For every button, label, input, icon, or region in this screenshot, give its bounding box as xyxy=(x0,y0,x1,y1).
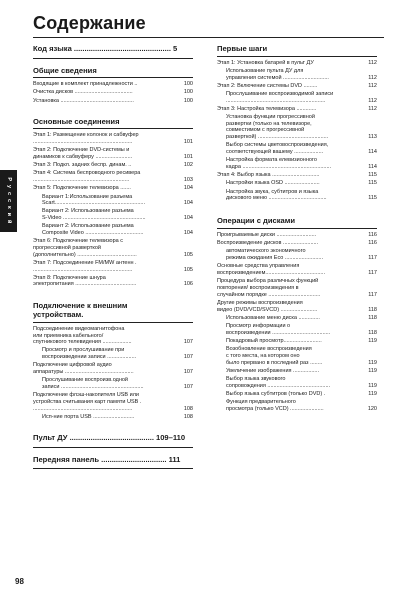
toc-entry-page: 103 xyxy=(183,177,193,184)
toc-entry[interactable] xyxy=(217,338,377,345)
toc-entry-text: Очистка дисков ...................................... xyxy=(33,89,133,96)
toc-entry-text: Этап 3: Настройка телевизора ............. xyxy=(217,105,317,112)
toc-entry-page: 106 xyxy=(183,281,193,288)
toc-entry[interactable] xyxy=(217,114,377,141)
language-side-tab-label: Р у с с к и й xyxy=(5,177,12,225)
toc-entry-text: Вариант 2: Использование разъема Composite Video ...................................... xyxy=(42,223,144,237)
toc-entry-page: 119 xyxy=(368,337,377,344)
toc-entry-page: 112 xyxy=(368,82,377,89)
toc-entry-page: 119 xyxy=(368,382,377,389)
page-number: 98 xyxy=(15,577,24,586)
right-column xyxy=(217,44,377,427)
toc-entry[interactable] xyxy=(217,391,377,398)
toc-entry[interactable] xyxy=(217,300,377,313)
toc-entry-page: 101 xyxy=(183,139,193,146)
toc-entry[interactable] xyxy=(33,98,193,105)
toc-entry-page: 104 xyxy=(183,230,193,237)
toc-entry-page: 104 xyxy=(183,185,193,192)
left-column xyxy=(33,44,193,476)
toc-section-heading: Основные соединения xyxy=(33,117,193,130)
toc-entry[interactable] xyxy=(217,157,377,170)
toc-entry-page: 115 xyxy=(368,195,377,202)
toc-entry-text: Использование пульта ДУ для управления системой .............................. xyxy=(226,67,329,81)
toc-entry-page: 100 xyxy=(183,97,193,104)
toc-entry-text: Этап 6: Подключение телевизора с прогрессивной разверткой (дополнительно) ....................................... xyxy=(33,238,137,258)
toc-entry[interactable] xyxy=(217,60,377,67)
toc-entry[interactable] xyxy=(217,240,377,247)
toc-entry[interactable] xyxy=(217,278,377,298)
toc-entry[interactable] xyxy=(33,414,193,421)
toc-entry-page: 104 xyxy=(183,215,193,222)
toc-entry[interactable] xyxy=(33,162,193,169)
toc-section xyxy=(33,455,193,470)
toc-entry-page: 118 xyxy=(368,314,377,321)
toc-entry-text: Просмотр и прослушивание при воспроизведении записи ................... xyxy=(42,347,137,361)
toc-entry-text: Выбор языка субтитров (только DVD) . xyxy=(226,390,326,397)
toc-entry-page: 105 xyxy=(183,266,193,273)
toc-entry[interactable] xyxy=(33,362,193,375)
toc-entry-page: 119 xyxy=(368,367,377,374)
toc-entry-page: 112 xyxy=(368,59,377,66)
toc-section-heading: Первые шаги xyxy=(217,44,377,57)
toc-entry-text: Покадровый просмотр......................... xyxy=(226,337,322,344)
toc-entry[interactable] xyxy=(33,147,193,160)
toc-entry-page: 115 xyxy=(368,172,377,179)
toc-entry-page: 107 xyxy=(183,383,193,390)
toc-entry-text: автоматического экономичного режима ожидания Eco ......................... xyxy=(226,248,324,262)
toc-entry[interactable] xyxy=(217,68,377,81)
toc-entry-text: Выбор языка звукового сопровождения ......................................... xyxy=(226,375,331,389)
toc-entry-page: 112 xyxy=(368,97,377,104)
toc-entry-page: 120 xyxy=(367,405,377,412)
toc-entry-text: Установка ................................................ xyxy=(33,97,134,104)
toc-entry-page: 114 xyxy=(368,163,377,170)
toc-entry[interactable] xyxy=(33,347,193,360)
toc-entry-text: Вариант 2: Использование разъема S-Video ...................................................... xyxy=(42,208,146,222)
toc-entry[interactable] xyxy=(33,377,193,390)
toc-section xyxy=(33,433,193,448)
toc-entry-text: Этап 5: Подключение телевизора ....... xyxy=(33,185,131,192)
toc-entry[interactable] xyxy=(217,315,377,322)
toc-entry-page: 114 xyxy=(368,149,377,156)
toc-entry[interactable] xyxy=(217,83,377,90)
toc-entry-page: 112 xyxy=(368,74,377,81)
toc-entry-text: Возобновление воспроизведения с того места, на котором оно было прервано в последний раз ........ xyxy=(226,346,323,366)
toc-entry-page: 117 xyxy=(368,255,377,262)
toc-entry[interactable] xyxy=(33,223,193,236)
toc-entry-page: 116 xyxy=(368,240,377,247)
toc-entry[interactable] xyxy=(217,106,377,113)
toc-entry-text: Функция предварительного просмотра (только VCD) ...................... xyxy=(226,399,324,412)
toc-entry-text: Установка функции прогрессивной развертки (только на телевизоре, совместимом с прогрессивной разверткой) .............................................. xyxy=(226,114,329,141)
toc-heading-text: Передняя панель ............................... xyxy=(33,454,167,464)
toc-entry-text: Этап 8: Подключение шнура электропитания ........................................ xyxy=(33,274,137,288)
toc-entry[interactable] xyxy=(33,326,193,346)
toc-entry-text: Настройка формата елевизионного кадра .......................................................... xyxy=(226,157,332,170)
toc-entry[interactable] xyxy=(33,392,193,412)
toc-entry-page: 100 xyxy=(183,89,193,96)
toc-entry-page: 107 xyxy=(183,369,193,376)
toc-entry-page: 102 xyxy=(183,162,193,169)
toc-entry-text: Подключение флэш-накопителя USB или устройства считывания карт памяти USB . ................................................................. xyxy=(33,392,142,412)
toc-entry-page: 101 xyxy=(183,154,193,160)
toc-entry[interactable] xyxy=(33,185,193,192)
toc-entry-text: Этап 7: Подсоединение FM/MW антенн . ................................................................. xyxy=(33,259,137,273)
toc-entry-text: Настройки языка OSD ....................... xyxy=(226,180,320,187)
toc-entry-text: Подключение цифровой аудио аппаратуры ............................................. xyxy=(33,362,134,376)
toc-entry-text: Процедура выбора различных функций повторения/ воспроизведения в случайном порядке .................................. xyxy=(217,278,321,298)
toc-entry-text: Этап 1: Установка батарей в пульт ДУ xyxy=(217,59,314,66)
toc-section xyxy=(217,216,377,417)
toc-heading-entry[interactable] xyxy=(33,433,193,443)
toc-heading-entry[interactable] xyxy=(33,455,193,465)
toc-entry[interactable] xyxy=(33,194,193,207)
toc-entry[interactable] xyxy=(217,189,377,202)
toc-entry-page: 115 xyxy=(368,180,377,187)
toc-entry-page: 118 xyxy=(368,329,377,336)
toc-section xyxy=(33,44,193,59)
toc-entry-page: 100 xyxy=(183,81,193,88)
toc-entry-page: 108 xyxy=(183,405,193,412)
toc-entry[interactable] xyxy=(33,275,193,288)
toc-entry-text: Этап 1: Размещение колонок и сабвуфер ................................................................. xyxy=(33,132,139,146)
toc-entry[interactable] xyxy=(217,248,377,261)
toc-entry[interactable] xyxy=(33,260,193,273)
toc-entry[interactable] xyxy=(217,180,377,187)
toc-heading-page: 111 xyxy=(168,454,181,464)
toc-entry-text: Этап 3: Подкл. задних беспр. динам. .. xyxy=(33,162,132,169)
toc-entry[interactable] xyxy=(217,368,377,375)
toc-heading-page: 5 xyxy=(172,44,178,53)
toc-entry-text: Этап 4: Выбор языка ............................... xyxy=(217,172,320,179)
toc-entry[interactable] xyxy=(217,172,377,179)
toc-entry[interactable] xyxy=(33,238,193,258)
toc-entry[interactable] xyxy=(33,89,193,96)
toc-entry-text: Основные средства управления воспроизведением....................................... xyxy=(217,263,325,277)
toc-section xyxy=(217,44,377,207)
toc-entry-text: Исп-ние порта USB ........................... xyxy=(42,413,135,420)
toc-entry-page: 117 xyxy=(368,291,377,298)
toc-entry-text: Прослушивание воспроизв.одной записи ...................................................... xyxy=(42,377,144,390)
toc-entry[interactable] xyxy=(217,323,377,336)
toc-entry[interactable] xyxy=(217,232,377,239)
toc-heading-entry[interactable] xyxy=(33,44,193,54)
toc-entry[interactable] xyxy=(33,81,193,88)
toc-section xyxy=(33,301,193,426)
toc-entry-text: Этап 2: Включение системы DVD ......... xyxy=(217,82,318,89)
toc-entry[interactable] xyxy=(217,346,377,366)
toc-entry-page: 116 xyxy=(368,232,377,239)
toc-entry-text: Этап 2: Подключение DVD-системы и динамиков к сабвуферу ........................ xyxy=(33,147,133,160)
toc-entry-page: 117 xyxy=(368,270,377,277)
title-divider xyxy=(33,37,384,38)
toc-section xyxy=(33,66,193,110)
language-side-tab xyxy=(0,170,17,232)
toc-entry-page: 118 xyxy=(368,306,377,313)
toc-entry[interactable] xyxy=(217,399,377,412)
toc-entry-page: 119 xyxy=(368,390,377,397)
toc-entry-text: Проигрываемые диски .......................... xyxy=(217,232,317,239)
toc-entry[interactable] xyxy=(217,263,377,276)
toc-entry-text: Этап 4: Система беспроводного ресивера ............................................................... xyxy=(33,170,141,184)
toc-entry-page: 107 xyxy=(183,354,193,361)
toc-heading-text: Код языка .............................................. xyxy=(33,44,171,53)
toc-section-heading: Операции с дисками xyxy=(217,216,377,229)
toc-entry-page: 107 xyxy=(183,339,193,346)
toc-entry-text: Прослушивание воспроизводимой записи ................................................................. xyxy=(226,90,334,104)
toc-section-heading: Подключение к внешним устройствам. xyxy=(33,301,193,323)
toc-entry-page: 108 xyxy=(183,413,193,420)
toc-entry-page: 113 xyxy=(368,134,377,141)
toc-entry-page: 105 xyxy=(183,251,193,258)
toc-entry-page: 104 xyxy=(183,200,193,207)
toc-entry[interactable] xyxy=(217,91,377,104)
toc-entry[interactable] xyxy=(217,376,377,389)
toc-entry-page: 112 xyxy=(368,105,377,112)
toc-section xyxy=(33,117,193,294)
toc-heading-page: 109–110 xyxy=(155,432,186,442)
toc-entry[interactable] xyxy=(33,208,193,221)
toc-entry-text: Просмотр информации о воспроизведении ...................................... xyxy=(226,322,331,336)
toc-entry-text: Использование меню диска .............. xyxy=(226,314,320,321)
toc-heading-text: Пульт ДУ ........................................ xyxy=(33,432,154,442)
toc-entry[interactable] xyxy=(33,170,193,183)
toc-entry-page: 119 xyxy=(368,359,377,366)
toc-entry-text: Увеличение изображения ................. xyxy=(226,367,320,374)
toc-entry-text: Воспроизведение дисков ....................... xyxy=(217,240,319,247)
toc-entry[interactable] xyxy=(33,132,193,145)
toc-entry-text: Входящие в комплект принадлежности .. xyxy=(33,81,138,88)
toc-entry-text: Выбор системы цветовоспроизведения, соответствующей вашему ................... xyxy=(226,142,329,156)
toc-entry-text: Вариант 1:Использование разъема Scart........................................................... xyxy=(42,193,145,207)
toc-entry-text: Настройка звука, субтитров и языка дискового меню ...................................... xyxy=(226,188,327,202)
toc-section-heading: Общие сведения xyxy=(33,66,193,79)
page-title: Содержание xyxy=(33,13,146,33)
toc-entry-text: Другие режимы воспроизведения видео (DVD/VCD/SVCD) ........................ xyxy=(217,299,318,313)
toc-entry-text: Подсоединение видеомагнитофона или приемника кабельного/ спутникового телевидения ................... xyxy=(33,325,132,346)
toc-entry[interactable] xyxy=(217,142,377,155)
